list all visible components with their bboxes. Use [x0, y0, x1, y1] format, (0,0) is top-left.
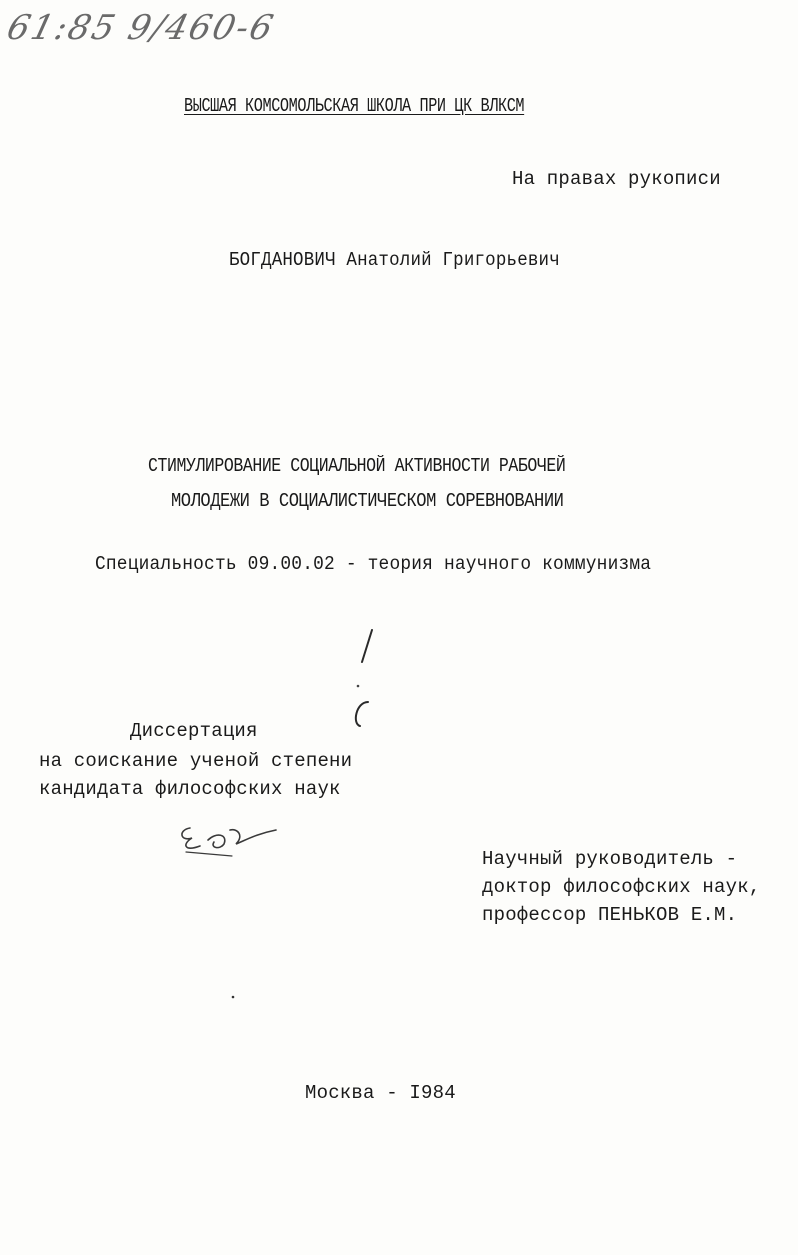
specialty-line: Специальность 09.00.02 - теория научного коммунизма [95, 553, 652, 575]
institution-heading: ВЫСШАЯ КОМСОМОЛЬСКАЯ ШКОЛА ПРИ ЦК ВЛКСМ [184, 95, 525, 117]
degree-field-line: кандидата философских наук [39, 778, 341, 800]
place-and-year: Москва - I984 [305, 1082, 456, 1104]
manuscript-note: На правах рукописи [512, 168, 721, 190]
author-name: БОГДАНОВИЧ Анатолий Григорьевич [229, 249, 560, 271]
advisor-degree: доктор философских наук, [482, 876, 761, 898]
handwritten-slash-mark [358, 628, 388, 668]
signature-mark [172, 818, 282, 868]
stray-dot-mark [230, 994, 236, 1000]
archive-code: 61:85 9/460-6 [3, 8, 279, 48]
advisor-name: профессор ПЕНЬКОВ Е.М. [482, 904, 738, 926]
handwritten-dot-mark [354, 682, 364, 692]
dissertation-title-line-2: МОЛОДЕЖИ В СОЦИАЛИСТИЧЕСКОМ СОРЕВНОВАНИИ [171, 490, 564, 512]
dissertation-label: Диссертация [130, 720, 258, 742]
advisor-label: Научный руководитель - [482, 848, 738, 870]
degree-line: на соискание ученой степени [39, 750, 353, 772]
handwritten-c-mark [350, 698, 380, 734]
dissertation-title-line-1: СТИМУЛИРОВАНИЕ СОЦИАЛЬНОЙ АКТИВНОСТИ РАБОЧЕЙ [148, 455, 566, 477]
